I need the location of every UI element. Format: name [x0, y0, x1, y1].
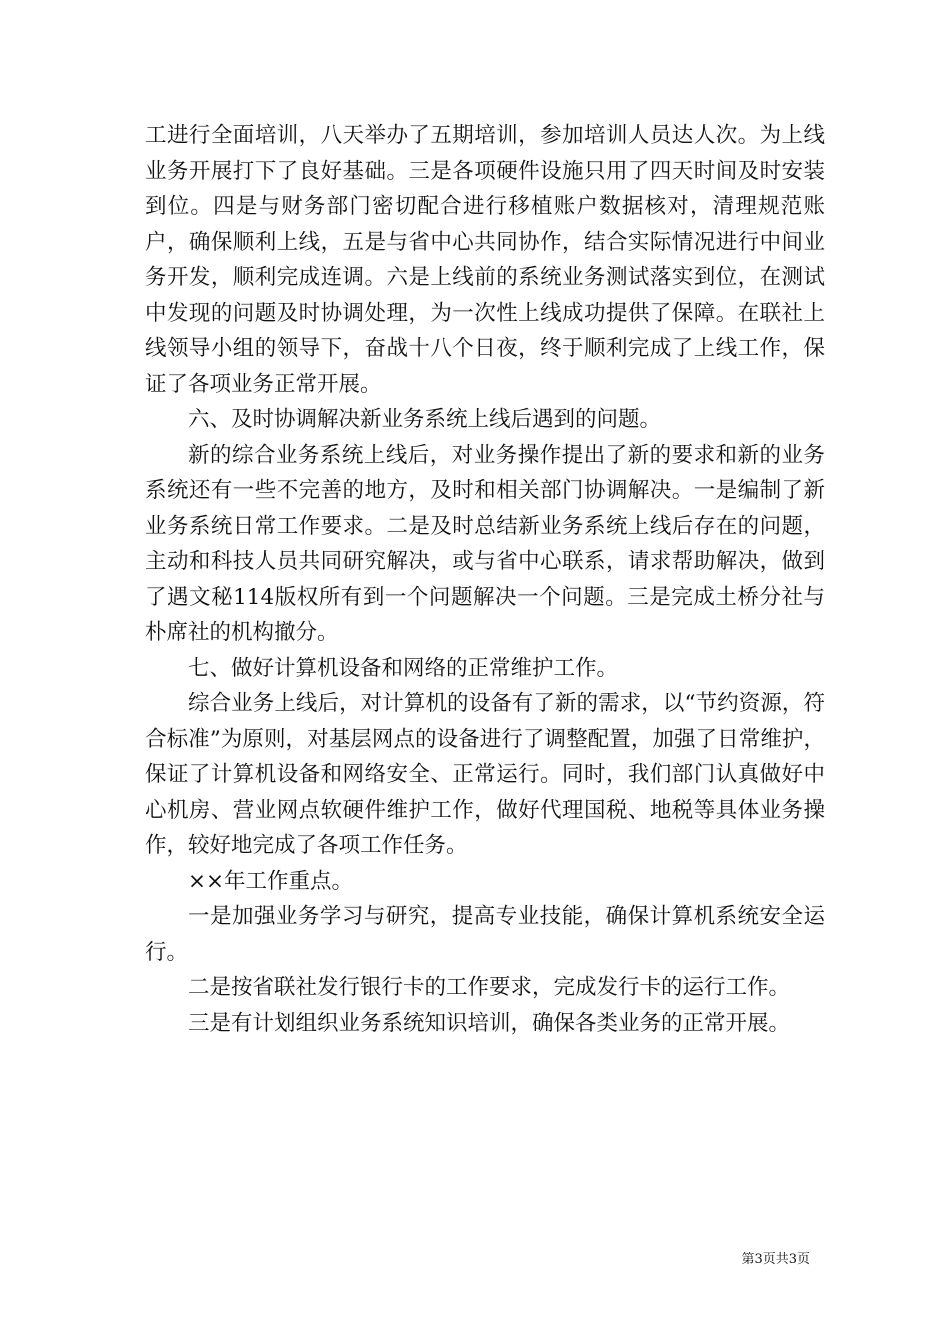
paragraph-4-heading: 七、做好计算机设备和网络的正常维护工作。: [188, 655, 619, 681]
paragraph-2-heading: 六、及时协调解决新业务系统上线后遇到的问题。: [188, 407, 662, 432]
paragraph-7: 一是加强业务学习与研究，提高专业技能，确保计算机系统安全运行。: [145, 904, 825, 965]
paragraph-3: 新的综合业务系统上线后，对业务操作提出了新的要求和新的业务系统还有一些不完善的地方，及时和相关部门协调解决。一是编制了新业务系统日常工作要求。二是及时总结新业务系统上线后存在的问题，主动和科技人员共同研究解决，或与省中心联系，请求帮助解决，做到了遇文秘114版权所有到一个问题解决一个问题。三是完成土桥分社与朴席社的机构撤分。: [145, 442, 825, 645]
paragraph-8: 二是按省联社发行银行卡的工作要求，完成发行卡的运行工作。: [188, 975, 791, 1000]
paragraph-1: 工进行全面培训，八天举办了五期培训，参加培训人员达人次。为上线业务开展打下了良好基础。三是各项硬件设施只用了四天时间及时安装到位。四是与财务部门密切配合进行移植账户数据核对，清理规范账户，确保顺利上线，五是与省中心共同协作，结合实际情况进行中间业务开发，顺利完成连调。六是上线前的系统业务测试落实到位，在测试中发现的问题及时协调处理，为一次性上线成功提供了保障。在联社上线领导小组的领导下，奋战十八个日夜，终于顺利完成了上线工作，保证了各项业务正常开展。: [145, 123, 825, 397]
paragraph-5: 综合业务上线后，对计算机的设备有了新的需求，以“节约资源，符合标准”为原则，对基层网点的设备进行了调整配置，加强了日常维护，保证了计算机设备和网络安全、正常运行。同时，我们部门认真做好中心机房、营业网点软硬件维护工作，做好代理国税、地税等具体业务操作，较好地完成了各项工作任务。: [145, 691, 825, 858]
paragraph-9: 三是有计划组织业务系统知识培训，确保各类业务的正常开展。: [188, 1010, 791, 1036]
document-body: [145, 118, 825, 1041]
page-number-footer: 第3页共3页: [741, 1252, 810, 1267]
paragraph-6-heading: ××年工作重点。: [188, 868, 354, 894]
